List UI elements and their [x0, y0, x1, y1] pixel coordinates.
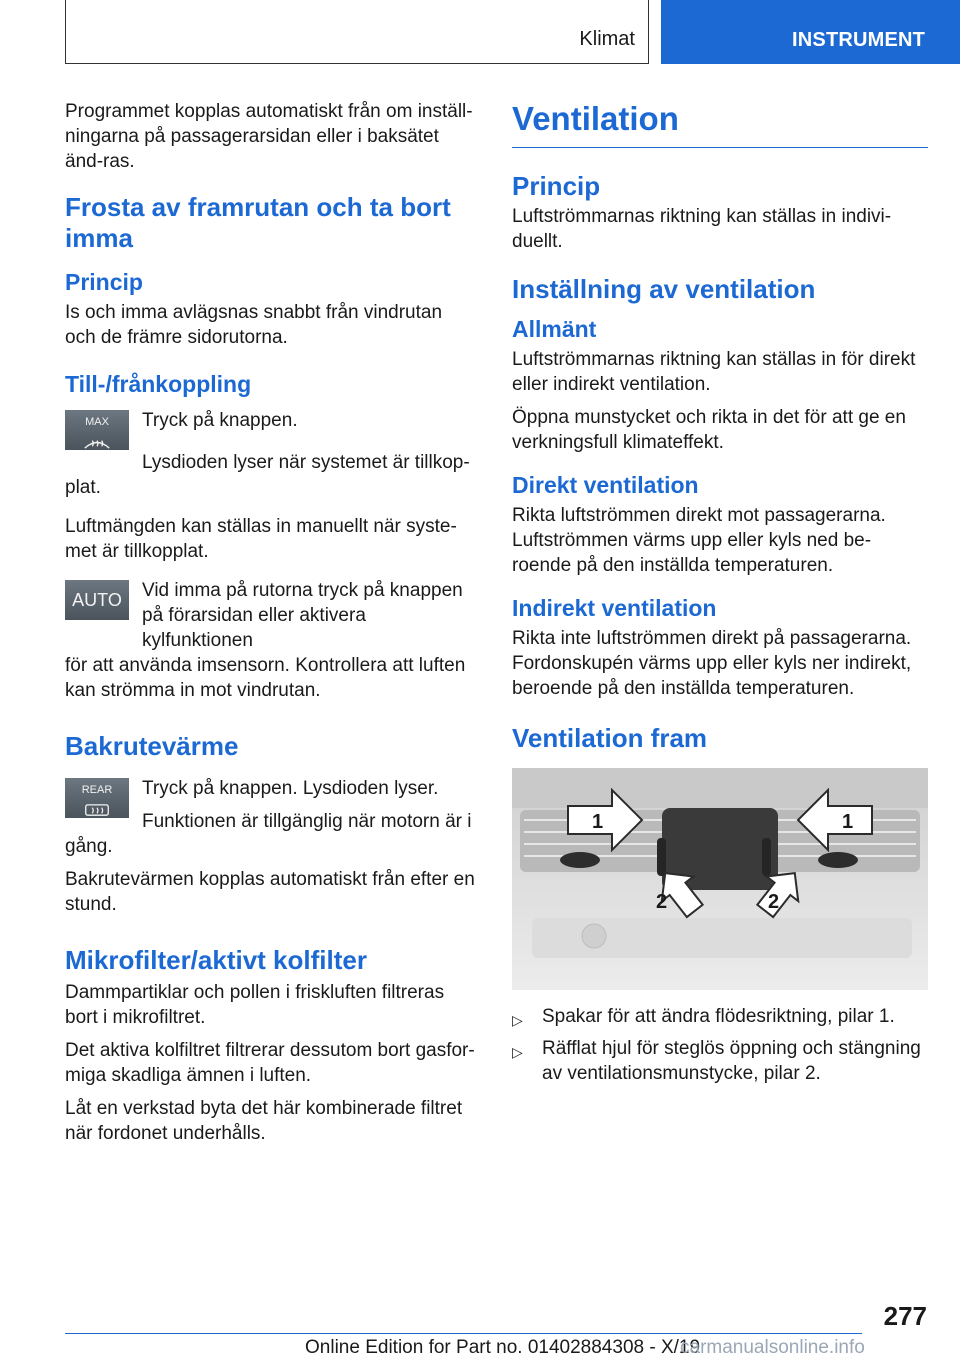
triangle-bullet-icon: ▷ — [512, 1044, 523, 1060]
general-heading: Allmänt — [512, 316, 597, 342]
footer-rule — [65, 1333, 862, 1334]
rear-defrost-button-icon — [65, 778, 129, 818]
rear-window-heat-icon — [82, 803, 112, 818]
auto-button-row — [65, 578, 477, 653]
header-section-title: Klimat — [579, 28, 635, 50]
left-column — [65, 99, 477, 1154]
auto-text-a: Vid imma på rutorna tryck på knappen på förarsidan eller aktivera kylfunktionen — [142, 580, 463, 651]
max-defrost-button-icon — [65, 410, 129, 450]
indirect-text: Rikta inte luftströmmen direkt på passagerarna. Fordonskupén värms upp eller kyls ner indirekt, beroende på den inställda temperaturen. — [512, 628, 912, 699]
rear-step-1: Tryck på knappen. Lysdioden lyser. — [142, 778, 439, 799]
header-chapter-tab[interactable]: INSTRUMENT — [661, 0, 960, 64]
bullet-text-1: Spakar för att ändra flödesriktning, pilar 1. — [542, 1006, 895, 1027]
max-label: MAX — [85, 416, 109, 428]
filter-heading: Mikrofilter/aktivt kolfilter — [65, 945, 367, 975]
dashboard-vents-illustration — [512, 768, 928, 990]
page-number: 277 — [883, 1301, 927, 1331]
direct-text: Rikta luftströmmen direkt mot passagerarna. Luftströmmen värms upp eller kyls ned be-roende på den inställda temperaturen. — [512, 505, 886, 576]
vent-princip-text: Luftströmmarnas riktning kan ställas in indivi-duellt. — [512, 206, 892, 252]
filter-paragraph-1: Dammpartiklar och pollen i friskluften filtreras bort i mikrofiltret. — [65, 982, 445, 1028]
rear-text: Bakrutevärmen kopplas automatiskt från efter en stund. — [65, 869, 475, 915]
ventilation-title: Ventilation — [512, 99, 928, 148]
bullet-list — [512, 1004, 928, 1086]
triangle-bullet-icon: ▷ — [512, 1012, 523, 1028]
defrost-princip-heading: Princip — [65, 269, 143, 295]
header-frame — [65, 0, 649, 64]
rear-window-heading: Bakrutevärme — [65, 731, 239, 761]
intro-paragraph: Programmet kopplas automatiskt från om inställ-ningarna på passagerarsidan eller i baksätet änd-ras. — [65, 101, 473, 172]
defrost-princip-text: Is och imma avlägsnas snabbt från vindrutan och de främre sidorutorna. — [65, 302, 443, 348]
list-item — [512, 1036, 928, 1086]
list-item — [512, 1004, 928, 1029]
filter-paragraph-2: Det aktiva kolfiltret filtrerar dessutom bort gasfor-miga skadliga ämnen i luften. — [65, 1040, 475, 1086]
footer-edition: Online Edition for Part no. 01402884308 - X/19 — [305, 1337, 701, 1358]
auto-label: AUTO — [72, 589, 122, 610]
windshield-defrost-icon — [82, 435, 112, 450]
vent-princip-heading: Princip — [512, 171, 601, 201]
arrow-label-2-right: 2 — [768, 891, 780, 913]
max-button-row — [65, 408, 477, 450]
filter-paragraph-3: Låt en verkstad byta det här kombinerade filtret när fordonet underhålls. — [65, 1098, 463, 1144]
right-column — [512, 99, 928, 1093]
footer-watermark[interactable]: carmanualsonline.info — [680, 1337, 865, 1358]
defrost-heading: Frosta av framrutan och ta bort imma — [65, 192, 451, 253]
direct-heading: Direkt ventilation — [512, 472, 699, 498]
arrow-label-1-right: 1 — [842, 811, 854, 833]
auto-text-b: för att använda imsensorn. Kontrollera att luften kan strömma in mot vindrutan. — [65, 655, 466, 701]
bullet-text-2: Räfflat hjul för steglös öppning och stängning av ventilationsmunstycke, pilar 2. — [542, 1038, 921, 1084]
general-paragraph-1: Luftströmmarnas riktning kan ställas in för direkt eller indirekt ventilation. — [512, 349, 916, 395]
rear-button-row — [65, 776, 477, 834]
front-vent-heading: Ventilation fram — [512, 723, 708, 753]
arrow-label-1-left: 1 — [592, 811, 604, 833]
rear-label: REAR — [81, 784, 113, 796]
general-paragraph-2: Öppna munstycket och rikta in det för att ge en verkningsfull klimateffekt. — [512, 407, 906, 453]
front-vents-photo — [512, 768, 928, 990]
airflow-text: Luftmängden kan ställas in manuellt när syste-met är tillkopplat. — [65, 516, 457, 562]
toggle-heading: Till-/frånkoppling — [65, 371, 252, 397]
indirect-heading: Indirekt ventilation — [512, 595, 717, 621]
settings-heading: Inställning av ventilation — [512, 274, 816, 304]
rear-step-2-b: gång. — [65, 836, 113, 857]
rear-step-2-a: Funktionen är tillgänglig när motorn är i — [142, 811, 472, 832]
toggle-step-2-a: Lysdioden lyser när systemet är tillkop- — [142, 452, 470, 473]
auto-button-icon — [65, 580, 129, 620]
toggle-step-2-b: plat. — [65, 477, 101, 498]
arrow-label-2-left: 2 — [656, 891, 668, 913]
toggle-step-1: Tryck på knappen. — [142, 410, 298, 431]
